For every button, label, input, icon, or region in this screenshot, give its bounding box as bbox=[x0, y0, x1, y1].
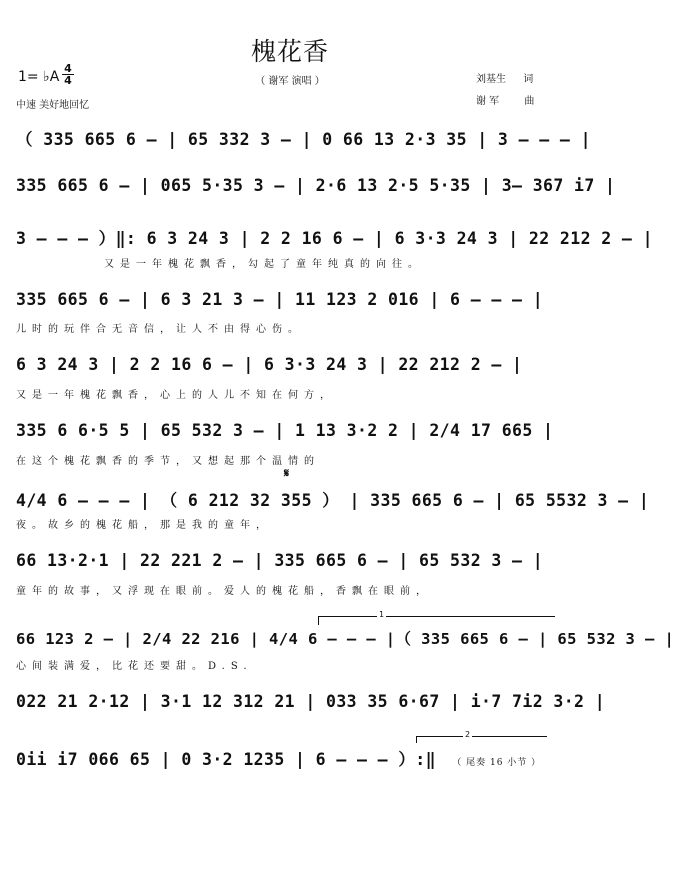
lyric-line-6: 在这个槐花飘香的季节，又想起那个温情的 bbox=[16, 456, 320, 467]
notation-line-8: 66 13·2·1 | 22 221 2 – | 335 665 6 – | 65 532 3 – | bbox=[16, 551, 544, 570]
time-signature-bottom: 4 bbox=[62, 74, 74, 86]
lyricist-credit bbox=[476, 70, 533, 85]
composer-name: 谢 军 bbox=[476, 96, 500, 107]
lyric-line-9: 心间装满爱，比花还要甜。D.S. bbox=[16, 661, 253, 672]
lyricist-name: 刘基生 bbox=[476, 74, 506, 85]
notation-line-4: 335 665 6 – | 6 3 21 3 – | 11 123 2 016 | 6 – – – | bbox=[16, 290, 544, 309]
key-signature: 1= ♭A bbox=[18, 69, 60, 85]
notation-line-7: 4/4 6 – – – | （ 6 212 32 355 ） | 335 665 6 – | 65 5532 3 – | bbox=[16, 491, 650, 510]
composer-credit bbox=[476, 92, 534, 107]
notation-line-9: 66 123 2 – | 2/4 22 216 | 4/4 6 – – – |（ 335 665 6 – | 65 532 3 – | bbox=[16, 630, 674, 648]
notation-line-1: （ 335 665 6 – | 65 332 3 – | 0 66 13 2·3 35 | 3 – – – | bbox=[16, 130, 591, 149]
notation-line-11 bbox=[16, 746, 566, 770]
tempo-marking: 中速 美好地回忆 bbox=[16, 100, 90, 111]
first-ending-bracket bbox=[318, 610, 555, 625]
second-ending-number: 2 bbox=[465, 730, 471, 739]
second-ending-bracket bbox=[416, 730, 547, 743]
notation-line-3: 3 – – – ）‖: 6 3 24 3 | 2 2 16 6 – | 6 3·3 24 3 | 22 212 2 – | bbox=[16, 229, 653, 248]
singer-credit: （ 谢军 演唱 ） bbox=[255, 76, 325, 87]
song-title: 槐花香 bbox=[250, 37, 329, 66]
composer-role: 曲 bbox=[524, 96, 535, 107]
notation-line-10: 022 21 2·12 | 3·1 12 312 21 | 033 35 6·67 | i·7 7i2 3·2 | bbox=[16, 692, 606, 711]
lyric-line-7: 夜。故乡的槐花船，那是我的童年， bbox=[16, 520, 272, 531]
first-ending-number: 1 bbox=[379, 610, 385, 619]
notation-line-11-notes: 0ii i7 066 65 | 0 3·2 1235 | 6 – – – ）:‖ bbox=[16, 750, 436, 769]
segno-sign: 𝄋 bbox=[284, 466, 290, 480]
notation-line-5: 6 3 24 3 | 2 2 16 6 – | 6 3·3 24 3 | 22 212 2 – | bbox=[16, 355, 523, 374]
notation-line-6: 335 6 6·5 5 | 65 532 3 – | 1 13 3·2 2 | 2/4 17 665 | bbox=[16, 421, 554, 440]
ending-instruction: （ 尾奏 16 小节 ） bbox=[452, 758, 542, 768]
lyric-line-5: 又是一年槐花飘香，心上的人儿不知在何方， bbox=[16, 390, 336, 401]
lyricist-role: 词 bbox=[523, 74, 534, 85]
time-signature bbox=[62, 63, 74, 86]
lyric-line-8: 童年的故事，又浮现在眼前。爱人的槐花船，香飘在眼前， bbox=[16, 586, 432, 597]
time-signature-top: 4 bbox=[64, 62, 72, 75]
lyric-line-4: 儿时的玩伴合无音信，让人不由得心伤。 bbox=[16, 324, 304, 335]
lyric-line-3: 又是一年槐花飘香，勾起了童年纯真的向往。 bbox=[104, 259, 424, 270]
notation-line-2: 335 665 6 – | 065 5·35 3 – | 2·6 13 2·5 5·35 | 3– 367 i7 | bbox=[16, 176, 616, 195]
